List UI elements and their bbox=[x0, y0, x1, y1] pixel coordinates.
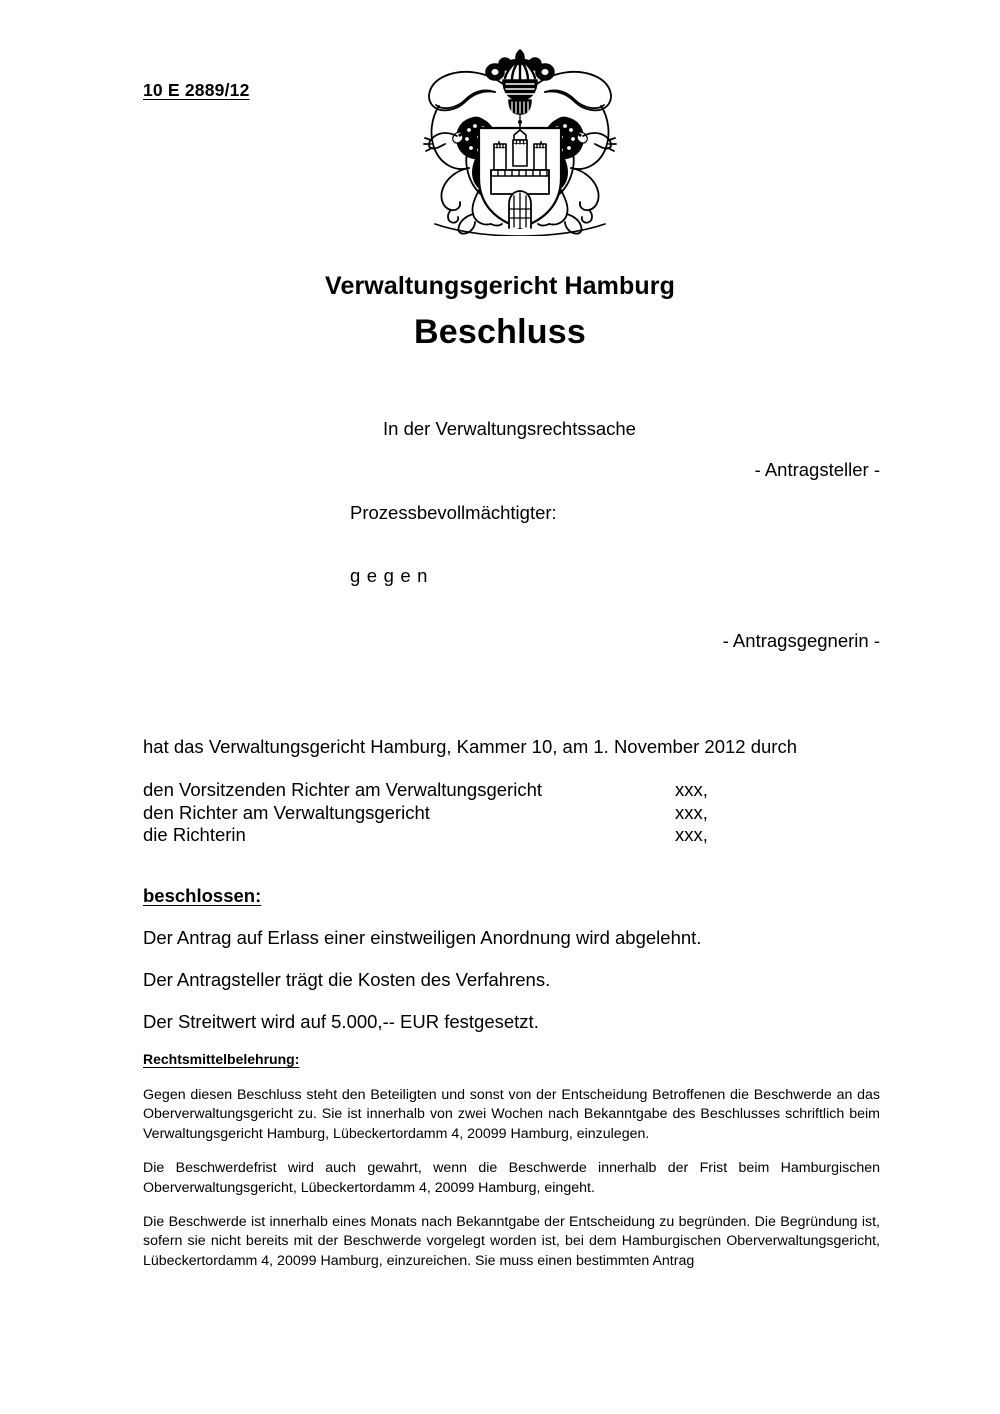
hamburg-coat-of-arms-icon bbox=[399, 44, 641, 236]
judge-role: den Vorsitzenden Richter am Verwaltungsgericht bbox=[143, 779, 542, 800]
versus-label: gegen bbox=[350, 565, 434, 586]
judge-role: den Richter am Verwaltungsgericht bbox=[143, 801, 430, 823]
court-name: Verwaltungsgericht Hamburg bbox=[325, 272, 675, 300]
judge-list bbox=[143, 779, 880, 847]
counsel-label: Prozessbevollmächtigter: bbox=[350, 502, 557, 523]
judge-name: xxx, bbox=[675, 824, 708, 845]
legal-remedy-paragraph: Die Beschwerdefrist wird auch gewahrt, wenn die Beschwerde innerhalb der Frist beim Hamburgischen Oberverwaltungsgericht, Lübeckertordamm 4, 20099 Hamburg, eingeht. bbox=[143, 1160, 880, 1196]
judge-name: xxx, bbox=[675, 779, 708, 800]
respondent-role-label: - Antragsgegnerin - bbox=[722, 630, 880, 651]
legal-remedy-heading: Rechtsmittelbelehrung: bbox=[143, 1051, 300, 1067]
legal-remedy-paragraph: Gegen diesen Beschluss steht den Beteiligten und sonst von der Entscheidung Betroffenen die Beschwerde an das Oberverwaltungsgericht zu. Sie ist innerhalb von zwei Wochen nach Bekanntgabe des Beschlusses schriftlich beim Verwaltungsgericht Hamburg, Lübeckertordamm 4, 20099 Hamburg, einzulegen. bbox=[143, 1087, 880, 1142]
judge-name: xxx, bbox=[675, 801, 708, 823]
ruling-list bbox=[143, 927, 883, 1053]
panel-intro: hat das Verwaltungsgericht Hamburg, Kammer 10, am 1. November 2012 durch bbox=[143, 736, 797, 757]
ruling-heading: beschlossen: bbox=[143, 885, 262, 906]
ruling-item: Der Streitwert wird auf 5.000,-- EUR festgesetzt. bbox=[143, 1011, 539, 1032]
matter-line: In der Verwaltungsrechtssache bbox=[383, 418, 636, 439]
judge-row bbox=[143, 824, 880, 847]
applicant-role-label: - Antragsteller - bbox=[754, 459, 880, 480]
ruling-item: Der Antrag auf Erlass einer einstweiligen Anordnung wird abgelehnt. bbox=[143, 927, 702, 948]
legal-remedy-paragraph: Die Beschwerde ist innerhalb eines Monats nach Bekanntgabe der Entscheidung zu begründen. Die Begründung ist, sofern sie nicht bereits mit der Beschwerde vorgelegt worden ist, bei dem Hamburgischen Oberverwaltungsgericht, Lübeckertordamm 4, 20099 Hamburg, einzureichen. Sie muss einen bestimmten Antrag bbox=[143, 1214, 880, 1269]
ruling-item: Der Antragsteller trägt die Kosten des Verfahrens. bbox=[143, 969, 551, 990]
case-number: 10 E 2889/12 bbox=[143, 80, 250, 100]
judge-row bbox=[143, 802, 880, 825]
judge-row bbox=[143, 779, 880, 802]
judge-role: die Richterin bbox=[143, 824, 246, 845]
page-title: Beschluss bbox=[414, 313, 586, 351]
legal-remedy-body bbox=[143, 1086, 880, 1271]
